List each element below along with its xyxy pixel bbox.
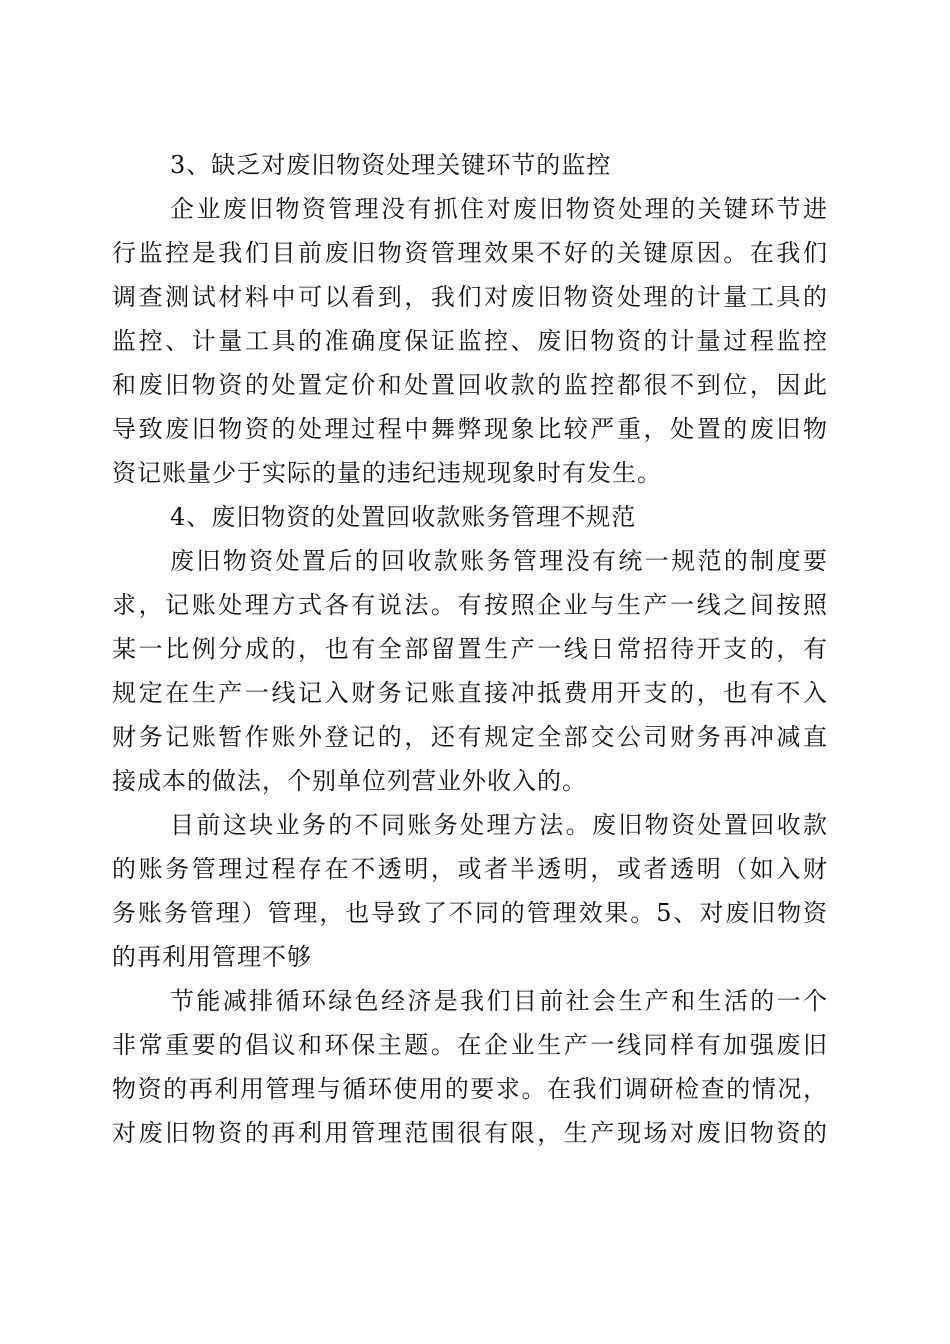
paragraph-line: 对废旧物资的再利用管理范围很有限，生产现场对废旧物资的 <box>112 1119 828 1147</box>
paragraph-line: 求，记账处理方式各有说法。有按照企业与生产一线之间按照 <box>112 591 828 619</box>
paragraph-line: 目前这块业务的不同账务处理方法。废旧物资处置回收款 <box>170 811 828 839</box>
paragraph-line: 资记账量少于实际的量的违纪违规现象时有发生。 <box>112 459 662 487</box>
document-body <box>112 143 828 1155</box>
paragraph-2 <box>112 539 828 803</box>
paragraph-1 <box>112 187 828 495</box>
section-heading-4: 4、废旧物资的处置回收款账务管理不规范 <box>170 503 637 531</box>
section-heading-3: 3、缺乏对废旧物资处理关键环节的监控 <box>170 151 612 179</box>
paragraph-3 <box>112 803 828 979</box>
paragraph-line: 导致废旧物资的处理过程中舞弊现象比较严重，处置的废旧物 <box>112 415 828 443</box>
paragraph-line: 行监控是我们目前废旧物资管理效果不好的关键原因。在我们 <box>112 239 828 267</box>
paragraph-line: 节能减排循环绿色经济是我们目前社会生产和生活的一个 <box>170 987 828 1015</box>
paragraph-line: 某一比例分成的，也有全部留置生产一线日常招待开支的，有 <box>112 635 828 663</box>
paragraph-line: 物资的再利用管理与循环使用的要求。在我们调研检查的情况， <box>112 1075 828 1103</box>
paragraph-line: 接成本的做法，个别单位列营业外收入的。 <box>112 767 587 795</box>
paragraph-4 <box>112 979 828 1155</box>
paragraph-line: 监控、计量工具的准确度保证监控、废旧物资的计量过程监控 <box>112 327 828 355</box>
paragraph-line: 调查测试材料中可以看到，我们对废旧物资处理的计量工具的 <box>112 283 828 311</box>
paragraph-line: 非常重要的倡议和环保主题。在企业生产一线同样有加强废旧 <box>112 1031 828 1059</box>
paragraph-line: 的账务管理过程存在不透明，或者半透明，或者透明（如入财 <box>112 855 828 883</box>
paragraph-line: 企业废旧物资管理没有抓住对废旧物资处理的关键环节进 <box>170 195 828 223</box>
paragraph-line: 废旧物资处置后的回收款账务管理没有统一规范的制度要 <box>170 547 828 575</box>
paragraph-line: 的再利用管理不够 <box>112 943 312 971</box>
paragraph-line: 财务记账暂作账外登记的，还有规定全部交公司财务再冲减直 <box>112 723 828 751</box>
paragraph-line: 务账务管理）管理，也导致了不同的管理效果。5、对废旧物资 <box>112 899 828 927</box>
paragraph-line: 规定在生产一线记入财务记账直接冲抵费用开支的，也有不入 <box>112 679 828 707</box>
paragraph-line: 和废旧物资的处置定价和处置回收款的监控都很不到位，因此 <box>112 371 828 399</box>
